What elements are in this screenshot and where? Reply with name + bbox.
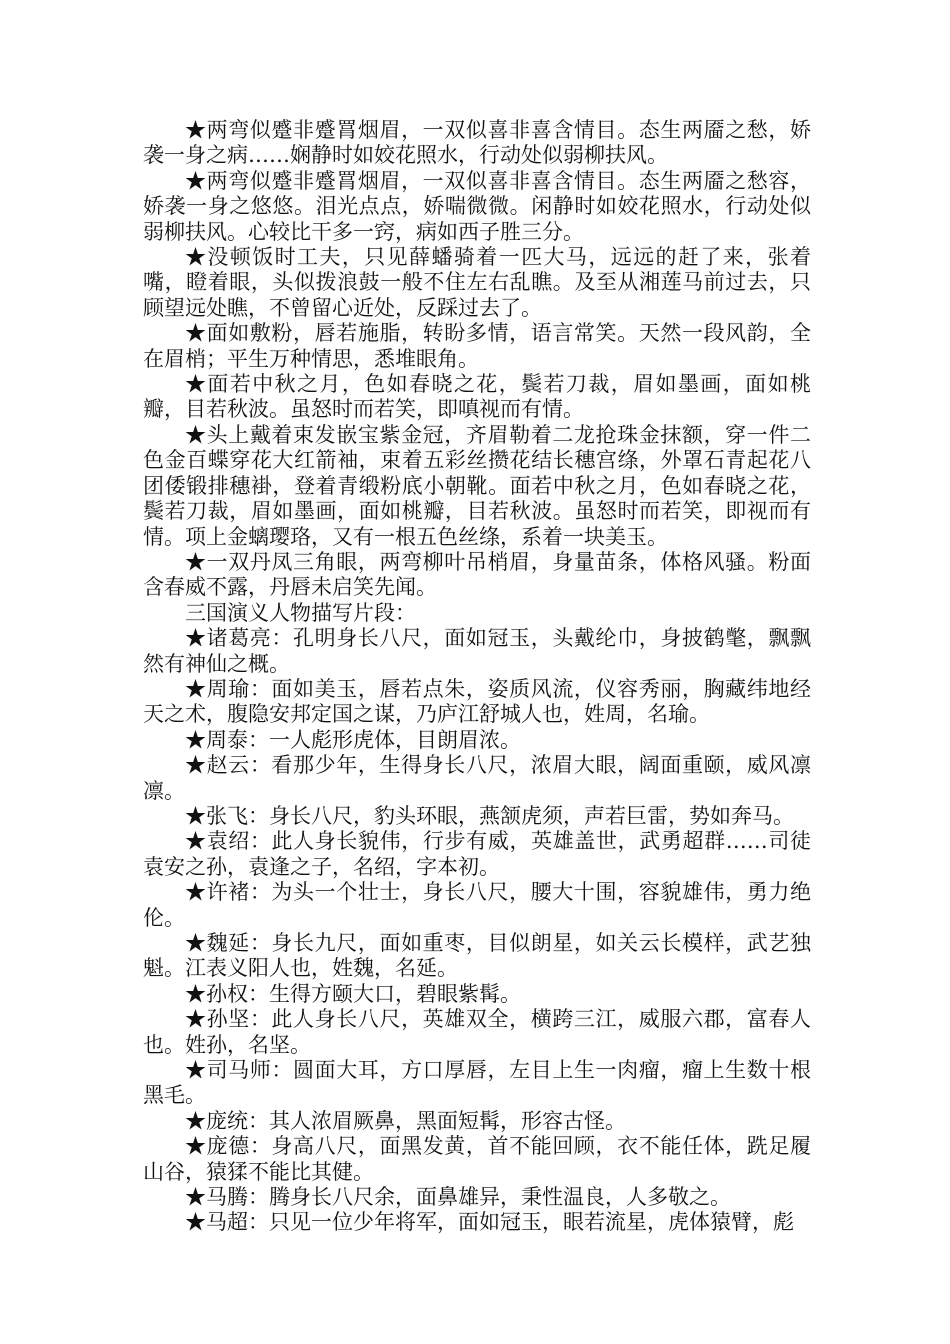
paragraph-wei-yan: ★魏延：身长九尺，面如重枣，目似朗星，如关云长模样，武艺独魁。江表义阳人也，姓魏，名延。	[143, 931, 811, 981]
paragraph-daiyu-full: ★两弯似蹙非蹙罥烟眉，一双似喜非喜含情目。态生两靥之愁容，娇袭一身之悠悠。泪光点点，娇喘微微。闲静时如姣花照水，行动处似弱柳扶风。心较比干多一窍，病如西子胜三分。	[143, 168, 811, 244]
paragraph-xu-chu: ★许褚：为头一个壮士，身长八尺，腰大十围，容貌雄伟，勇力绝伦。	[143, 880, 811, 930]
paragraph-zhuge-liang: ★诸葛亮：孔明身长八尺，面如冠玉，头戴纶巾，身披鹤氅，飘飘然有神仙之概。	[143, 626, 811, 676]
paragraph-baoyu-face: ★面如敷粉，唇若施脂，转盼多情，语言常笑。天然一段风韵，全在眉梢；平生万种情思，悉堆眼角。	[143, 321, 811, 371]
paragraph-ma-teng: ★马腾：腾身长八尺余，面鼻雄异，秉性温良，人多敬之。	[185, 1185, 731, 1210]
paragraph-yuan-shao: ★袁绍：此人身长貌伟，行步有威，英雄盖世，武勇超群……司徒袁安之孙，袁逢之子，名绍，字本初。	[143, 829, 811, 879]
paragraph-zhou-tai: ★周泰：一人彪形虎体，目朗眉浓。	[185, 727, 521, 752]
paragraph-daiyu-brows: ★两弯似蹙非蹙罥烟眉，一双似喜非喜含情目。态生两靥之愁，娇袭一身之病……娴静时如姣花照水，行动处似弱柳扶风。	[143, 118, 811, 168]
paragraph-xifeng: ★一双丹凤三角眼，两弯柳叶吊梢眉，身量苗条，体格风骚。粉面含春威不露，丹唇未启笑先闻。	[143, 549, 811, 600]
paragraph-zhou-yu: ★周瑜：面如美玉，唇若点朱，姿质风流，仪容秀丽，胸藏纬地经天之术，腹隐安邦定国之谋，乃庐江舒城人也，姓周，名瑜。	[143, 676, 811, 727]
paragraph-xuepan: ★没顿饭时工夫，只见薛蟠骑着一匹大马，远远的赶了来，张着嘴，瞪着眼，头似拨浪鼓一般不住左右乱瞧。及至从湘莲马前过去，只顾望远处瞧，不曾留心近处，反踩过去了。	[143, 245, 811, 320]
paragraph-pang-tong: ★庞统：其人浓眉厥鼻，黑面短髯，形容古怪。	[185, 1108, 626, 1133]
paragraph-zhao-yun: ★赵云：看那少年，生得身长八尺，浓眉大眼，阔面重颐，威风凛凛。	[143, 753, 811, 803]
paragraph-pang-de: ★庞德：身高八尺，面黑发黄，首不能回顾，衣不能任体，跣足履山谷，猿猱不能比其健。	[143, 1134, 811, 1184]
paragraph-sima-shi: ★司马师：圆面大耳，方口厚唇，左目上生一肉瘤，瘤上生数十根黑毛。	[143, 1058, 811, 1108]
section-heading-sanguo: 三国演义人物描写片段：	[185, 600, 416, 625]
paragraph-zhang-fei: ★张飞：身长八尺，豹头环眼，燕颔虎须，声若巨雷，势如奔马。	[185, 803, 794, 828]
paragraph-ma-chao: ★马超：只见一位少年将军，面如冠玉，眼若流星，虎体猿臂，彪	[185, 1210, 794, 1235]
paragraph-sun-quan: ★孙权：生得方颐大口，碧眼紫髯。	[185, 981, 521, 1006]
paragraph-sun-jian: ★孙坚：此人身长八尺，英雄双全，横跨三江，威服六郡，富春人也。姓孙，名坚。	[143, 1007, 811, 1057]
paragraph-baoyu-moon: ★面若中秋之月，色如春晓之花，鬓若刀裁，眉如墨画，面如桃瓣，目若秋波。虽怒时而若笑，即嗔视而有情。	[143, 372, 811, 422]
document-body	[143, 118, 811, 1236]
paragraph-baoyu-attire: ★头上戴着束发嵌宝紫金冠，齐眉勒着二龙抢珠金抹额，穿一件二色金百蝶穿花大红箭袖，束着五彩丝攒花结长穗宫绦，外罩石青起花八团倭锻排穗褂，登着青缎粉底小朝靴。面若中秋之月，色如春晓之花，鬓若刀裁，眉如墨画，面如桃瓣，目若秋波。虽怒时而若笑，即视而有情。项上金螭璎珞，又有一根五色丝绦，系着一块美玉。	[143, 422, 811, 549]
